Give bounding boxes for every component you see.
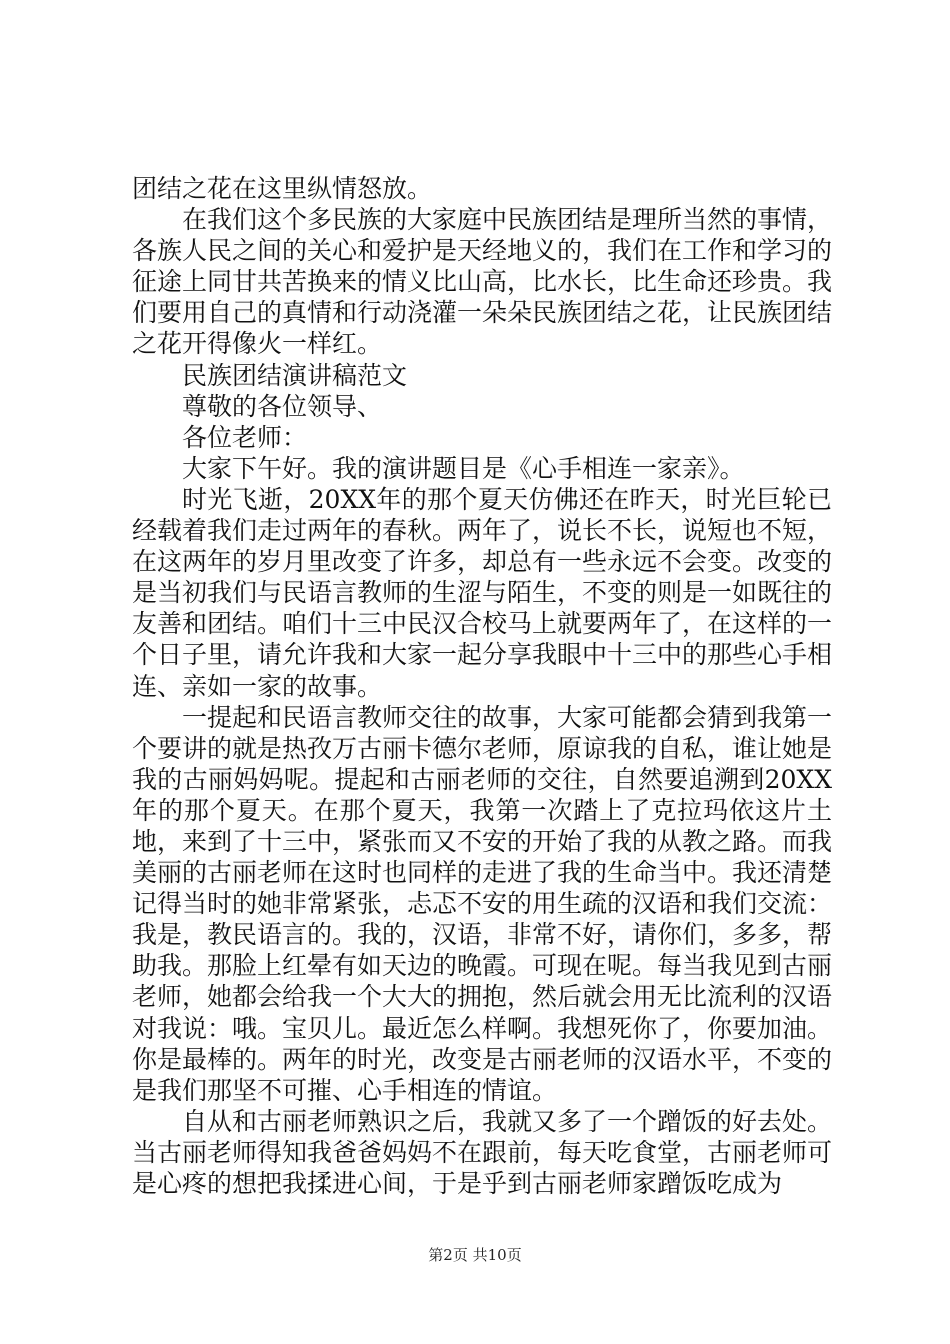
paragraph-time-flies: 时光飞逝，20XX年的那个夏天仿佛还在昨天，时光巨轮已经载着我们走过两年的春秋。两年了，说长不长，说短也不短，在这两年的岁月里改变了许多，却总有一些永远不会变。改变的是当初我们与民语言教师的生涩与陌生，不变的则是一如既往的友善和团结。咱们十三中民汉合校马上就要两年了，在这样的一个日子里，请允许我和大家一起分享我眼中十三中的那些心手相连、亲如一家的故事。 [132,484,833,701]
greeting-paragraph: 大家下午好。我的演讲题目是《心手相连一家亲》。 [182,453,745,483]
speech-title: 民族团结演讲稿范文 [182,360,408,390]
salutation-teachers: 各位老师： [182,422,308,452]
paragraph-2: 在我们这个多民族的大家庭中民族团结是理所当然的事情，各族人民之间的关心和爱护是天经地义的，我们在工作和学习的征途上同甘共苦换来的情义比山高，比水长，比生命还珍贵。我们要用自己的真情和行动浇灌一朵朵民族团结之花，让民族团结之花开得像火一样红。 [132,205,833,359]
salutation-leaders: 尊敬的各位领导、 [182,391,383,421]
page-number-footer: 第2页 共10页 [428,1246,522,1264]
paragraph-guli-teacher: 一提起和民语言教师交往的故事，大家可能都会猜到我第一个要讲的就是热孜万古丽卡德尔老师，原谅我的自私，谁让她是我的古丽妈妈呢。提起和古丽老师的交往，自然要追溯到20XX年的那个夏天。在那个夏天，我第一次踏上了克拉玛依这片土地，来到了十三中，紧张而又不安的开始了我的从教之路。而我美丽的古丽老师在这时也同样的走进了我的生命当中。我还清楚记得当时的她非常紧张，忐忑不安的用生疏的汉语和我们交流：我是，教民语言的。我的，汉语，非常不好，请你们，多多，帮助我。那脸上红晕有如天边的晚霞。可现在呢。每当我见到古丽老师，她都会给我一个大大的拥抱，然后就会用无比流利的汉语对我说：哦。宝贝儿。最近怎么样啊。我想死你了，你要加油。你是最棒的。两年的时光，改变是古丽老师的汉语水平，不变的是我们那坚不可摧、心手相连的情谊。 [132,702,833,1105]
document-body [132,173,832,1199]
paragraph-1: 团结之花在这里纵情怒放。 [132,174,433,203]
paragraph-meals: 自从和古丽老师熟识之后，我就又多了一个蹭饭的好去处。当古丽老师得知我爸爸妈妈不在跟前，每天吃食堂，古丽老师可是心疼的想把我揉进心间，于是乎到古丽老师家蹭饭吃成为 [132,1106,833,1198]
